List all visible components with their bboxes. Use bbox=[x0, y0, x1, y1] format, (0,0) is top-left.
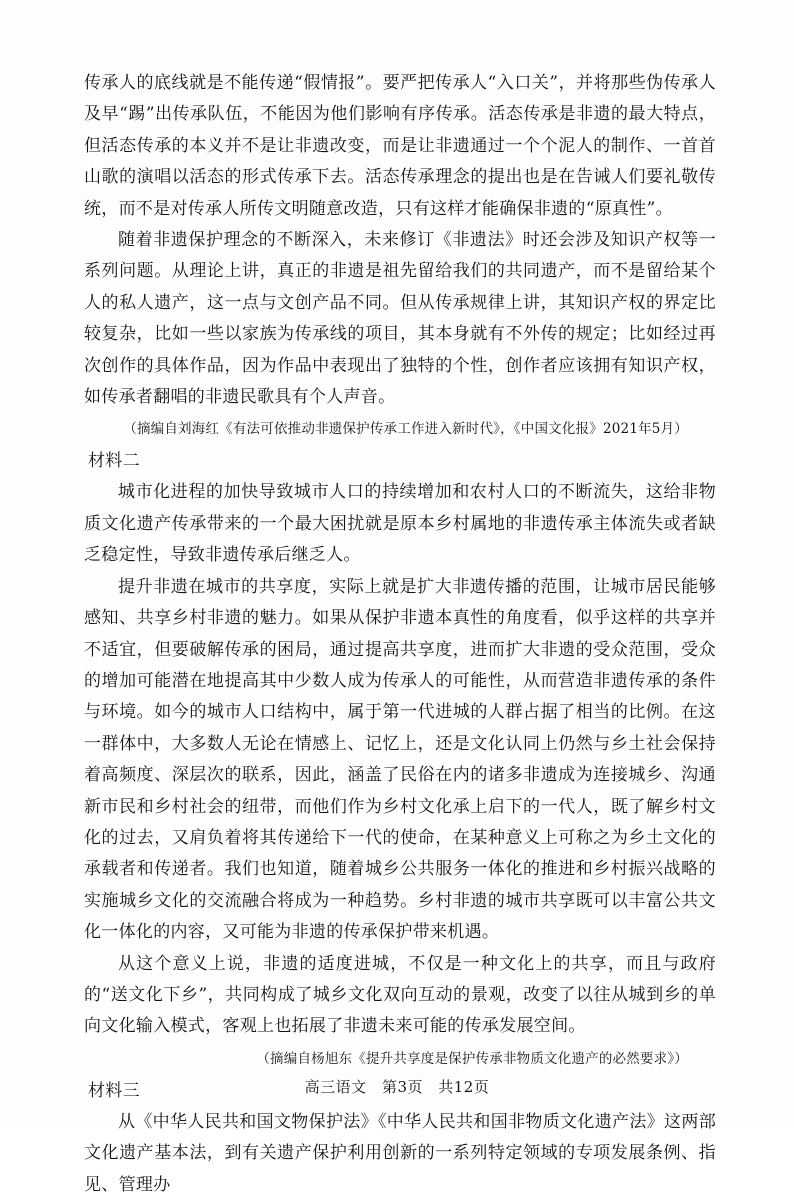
page-body bbox=[84, 68, 716, 1201]
material1-source-citation: （摘编自刘海红《有法可依推动非遗保护传承工作进入新时代》，《中国文化报》2021年5月） bbox=[123, 421, 688, 438]
material1-paragraph-2: 随着非遗保护理念的不断深入，未来修订《非遗法》时还会涉及知识产权等一系列问题。从理论上讲，真正的非遗是祖先留给我们的共同遗产，而不是留给某个人的私人遗产，这一点与文创产品不同。但从传承规律上讲，其知识产权的界定比较复杂，比如一些以家族为传承线的项目，其本身就有不外传的规定；比如经过再次创作的具体作品，因为作品中表现出了独特的个性，创作者应该拥有知识产权，如传承者翻唱的非遗民歌具有个人声音。 bbox=[84, 230, 716, 408]
material2-heading: 材料二 bbox=[88, 451, 140, 472]
footer-page-number: 第3页 bbox=[381, 1078, 423, 1096]
material3-paragraph-1: 从《中华人民共和国文物保护法》《中华人民共和国非物质文化遗产法》这两部文化遗产基本法，到有关遗产保护利用创新的一系列特定领域的专项发展条例、指见、管理办 bbox=[84, 1111, 716, 1195]
material3-heading: 材料三 bbox=[88, 1080, 140, 1101]
page-footer bbox=[0, 1076, 794, 1097]
material2-paragraph-3: 从这个意义上说，非遗的适度进城，不仅是一种文化上的共享，而且与政府的“送文化下乡”，共同构成了城乡文化双向互动的景观，改变了以往从城到乡的单向文化输入模式，客观上也拓展了非遗未来可能的传承发展空间。 bbox=[84, 953, 716, 1037]
material1-paragraph-continued: 传承人的底线就是不能传递“假情报”。要严把传承人“入口关”，并将那些伪传承人及早“踢”出传承队伍，不能因为他们影响有序传承。活态传承是非遗的最大特点，但活态传承的本义并不是让非遗改变，而是让非遗通过一个个泥人的制作、一首首山歌的演唱以活态的形式传承下去。活态传承理念的提出也是在告诫人们要礼敬传统，而不是对传承人所传文明随意改造，只有这样才能确保非遗的“原真性”。 bbox=[84, 73, 716, 219]
material2-source-citation: （摘编自杨旭东《提升共享度是保护传承非物质文化遗产的必然要求》） bbox=[256, 1050, 688, 1067]
material2-paragraph-1: 城市化进程的加快导致城市人口的持续增加和农村人口的不断流失，这给非物质文化遗产传承带来的一个最大困扰就是原本乡村属地的非遗传承主体流失或者缺乏稳定性，导致非遗传承后继乏人。 bbox=[84, 482, 716, 566]
footer-total-pages: 共12页 bbox=[438, 1078, 490, 1096]
footer-subject: 高三语文 bbox=[304, 1078, 367, 1096]
material2-paragraph-2: 提升非遗在城市的共享度，实际上就是扩大非遗传播的范围，让城市居民能够感知、共享乡村非遗的魅力。如果从保护非遗本真性的角度看，似乎这样的共享并不适宜，但要破解传承的困局，通过提高共享度，进而扩大非遗的受众范围，受众的增加可能潜在地提高其中少数人成为传承人的可能性，从而营造非遗传承的条件与环境。如今的城市人口结构中，属于第一代进城的人群占据了相当的比例。在这一群体中，大多数人无论在情感上、记忆上，还是文化认同上仍然与乡土社会保持着高频度、深层次的联系，因此，涵盖了民俗在内的诸多非遗成为连接城乡、沟通新市民和乡村社会的纽带，而他们作为乡村文化承上启下的一代人，既了解乡村文化的过去，又肩负着将其传递给下一代的使命，在某种意义上可称之为乡土文化的承载者和传递者。我们也知道，随着城乡公共服务一体化的推进和乡村振兴战略的实施城乡文化的交流融合将成为一种趋势。乡村非遗的城市共享既可以丰富公共文化一体化的内容，又可能为非遗的传承保护带来机遇。 bbox=[84, 576, 716, 943]
